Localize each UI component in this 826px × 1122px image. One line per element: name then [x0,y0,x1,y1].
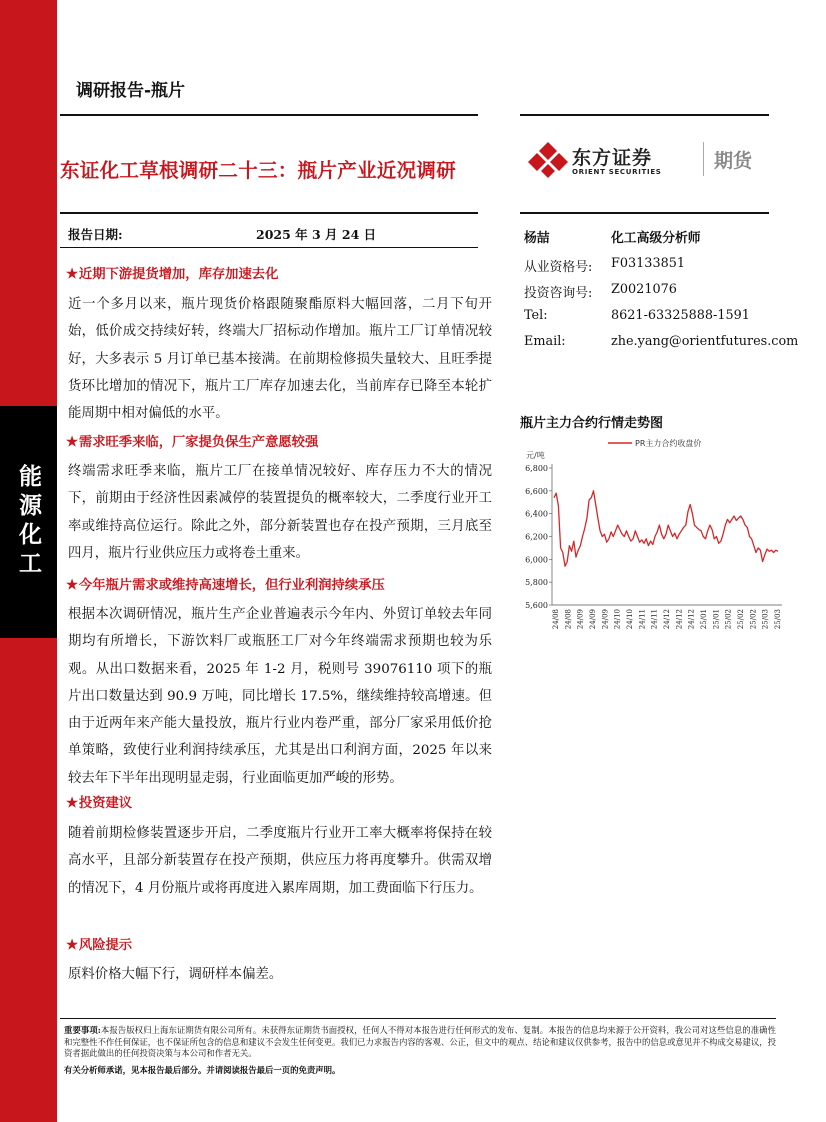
analyst-value: F03133851 [611,256,686,271]
report-date-value: 2025 年 3 月 24 日 [256,227,377,242]
section-heading-text: 今年瓶片需求或维持高速增长，但行业利润持续承压 [78,578,385,593]
analyst-name: 杨喆 [524,231,550,246]
y-tick-label: 6,800 [525,464,548,473]
logo-brand-en: ORIENT SECURITIES [572,168,662,176]
x-tick-label: 24/12 [687,609,696,630]
price-chart [516,430,788,640]
analyst-commitment: 有关分析师承诺，见本报告最后部分。并请阅读报告最后一页的免责声明。 [64,1065,341,1075]
logo-division: 期货 [714,150,753,172]
analyst-role: 化工高级分析师 [611,231,701,246]
analyst-email: zhe.yang@orientfutures.com [611,334,799,349]
section-heading-text: 投资建议 [78,796,133,811]
section-heading [66,934,132,953]
x-tick-label: 24/10 [613,609,622,630]
y-tick-label: 6,200 [525,532,548,542]
legend-label: PR主力合约收盘价 [635,439,702,448]
x-tick-label: 24/08 [564,609,573,630]
x-tick-label: 24/12 [663,609,671,630]
disclaimer-label: 重要事项: [64,1025,101,1035]
section-heading [66,792,132,811]
analyst-value: 8621-63325888-1591 [611,308,750,323]
section-heading [66,263,278,282]
x-tick-label: 24/11 [638,609,647,630]
analyst-value: Z0021076 [611,282,677,297]
x-tick-label: 25/02 [724,609,733,630]
x-tick-label: 24/08 [552,609,560,630]
disclaimer [64,1025,776,1060]
x-tick-label: 24/09 [576,609,585,630]
section-paragraph: 近一个多月以来，瓶片现货价格跟随聚酯原料大幅回落，二月下旬开始，低价成交持续好转，终端大厂招标动作增加。瓶片工厂订单情况较好，大多表示 5 月订单已基本接满。在前期检修损失量较大、且旺季提货环比增加的情况下，瓶片工厂库存加速去化，当前库存已降至本轮扩能周期中相对偏低的水平。 [68,297,492,422]
section-paragraph: 根据本次调研情况，瓶片生产企业普遍表示今年内、外贸订单较去年同期均有所增长，下游饮料厂或瓶胚工厂对今年终端需求预期也较为乐观。从出口数据来看，2025 年 1-2 月，税则号 39076110 项下的瓶片出口数量达到 90.9 万吨，同比增长 17.5%，继续维持较高增速。但由于近两年来产能大量投放，瓶片行业内卷严重，部分厂家采用低价抢单策略，致使行业利润持续承压，尤其是出口利润方面，2025 年以来较去年下半年出现明显走弱，行业面临更加严峻的形势。 [68,607,492,786]
title-rule-left [60,212,478,214]
report-title: 东证化工草根调研二十三：瓶片产业近况调研 [60,159,457,182]
y-tick-label: 5,800 [525,578,548,588]
header-rule-right [520,114,769,116]
star-icon: ★ [66,938,78,953]
x-tick-label: 25/03 [761,609,770,630]
disclaimer-rule [60,1018,776,1019]
y-tick-label: 6,400 [525,509,548,519]
section-heading-text: 需求旺季来临，厂家提负保生产意愿较强 [78,435,319,450]
y-tick-label: 5,600 [525,601,548,610]
chart-title: 瓶片主力合约行情走势图 [520,416,664,431]
section-paragraph: 随着前期检修装置逐步开启，二季度瓶片行业开工率大概率将保持在较高水平，且部分新装置存在投产预期，供应压力将再度攀升。供需双增的情况下，4 月份瓶片或将再度进入累库周期，加工费面临下行压力。 [68,826,492,896]
section-heading-text: 风险提示 [78,938,133,953]
sector-tab-label: 能源化工 [15,464,41,580]
x-tick-label: 25/01 [712,609,721,630]
x-tick-label: 24/11 [650,609,659,630]
star-icon: ★ [66,435,78,450]
chart-unit-label: 元/吨 [526,451,545,460]
sector-tab [0,406,57,638]
section-heading [66,574,385,593]
date-rule [60,247,478,248]
x-tick-label: 25/03 [774,609,782,630]
section-heading [66,431,318,450]
analyst-label: 从业资格号: [524,260,593,275]
logo-brand-cn: 东方证券 [572,147,653,169]
disclaimer-text: 本报告版权归上海东证期货有限公司所有。未获得东证期货书面授权，任何人不得对本报告进行任何形式的发布、复制。本报告的信息均来源于公开资料，我公司对这些信息的准确性和完整性不作任何保证，也不保证所包含的信息和建议不会发生任何变更。我们已力求报告内容的客观、公正，但文中的观点、结论和建议仅供参考，报告中的信息或意见并不构成交易建议，投资者据此做出的任何投资决策与本公司和作者无关。 [64,1025,777,1058]
x-tick-label: 24/10 [626,609,634,630]
section-paragraph: 原料价格大幅下行，调研样本偏差。 [68,967,283,982]
x-tick-label: 25/02 [749,609,758,630]
company-logo [526,140,766,184]
report-date-label: 报告日期: [68,227,123,242]
x-tick-label: 25/02 [737,609,745,630]
header-rule-left [60,114,478,116]
star-icon: ★ [66,796,78,811]
x-tick-label: 25/01 [700,609,708,630]
y-tick-label: 6,600 [525,486,548,496]
section-heading-text: 近期下游提货增加，库存加速去化 [78,267,279,282]
analyst-label: Email: [524,334,566,349]
x-tick-label: 24/09 [601,609,610,630]
star-icon: ★ [66,578,78,593]
x-tick-label: 24/12 [675,609,684,630]
doc-type: 调研报告-瓶片 [76,81,186,101]
analyst-label: Tel: [524,308,548,323]
y-tick-label: 6,000 [525,555,548,565]
title-rule-right [520,212,769,214]
star-icon: ★ [66,267,78,282]
x-tick-label: 24/09 [589,609,597,630]
logo-separator [703,142,704,176]
series-line [554,491,778,566]
section-paragraph: 终端需求旺季来临，瓶片工厂在接单情况较好、库存压力不大的情况下，前期由于经济性因素减停的装置提负的概率较大，二季度行业开工率或维持高位运行。除此之外，部分新装置也存在投产预期，三月底至四月，瓶片行业供应压力或将卷土重来。 [68,464,492,561]
analyst-label: 投资咨询号: [524,286,593,301]
diamond-logo-icon [526,140,570,180]
